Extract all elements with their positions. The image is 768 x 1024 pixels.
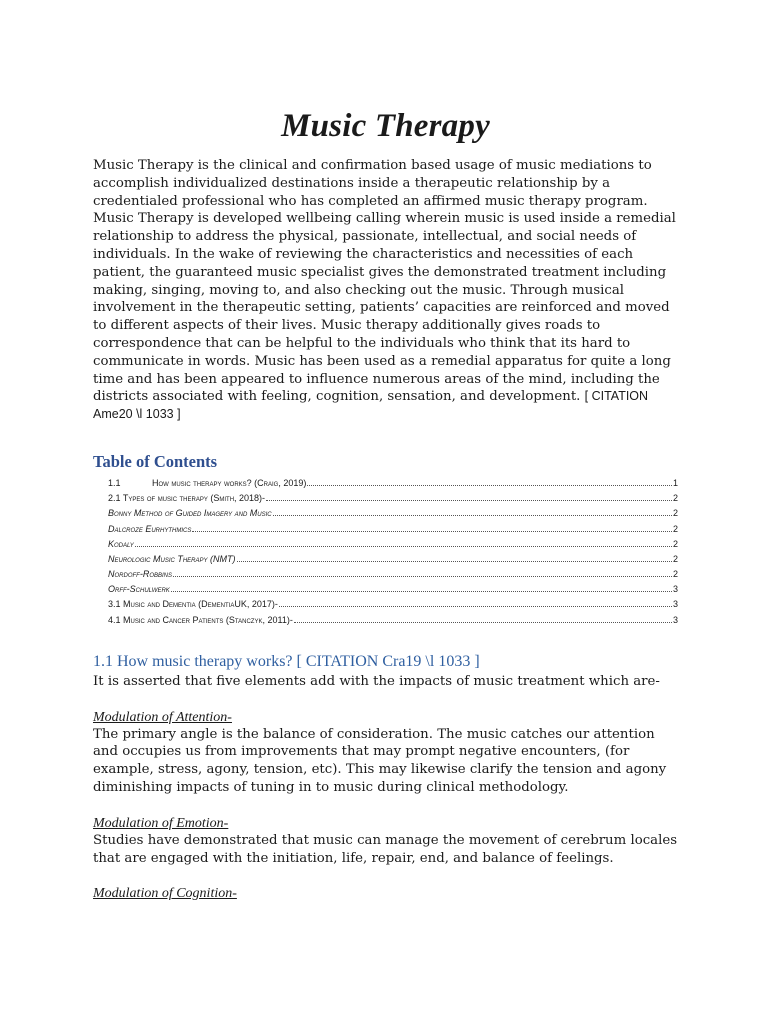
intro-text: Music Therapy is the clinical and confirmation based usage of music mediations to accomplish individualized destinations inside a therapeutic relationship by a credentialed professional who has completed an affirmed music therapy program. Music Therapy is developed wellbeing calling wherein music is used inside a remedial relationship to address the physical, passionate, intellectual, and social needs of individuals. In the wake of reviewing the characteristics and necessities of each patient, the guaranteed music specialist gives the demonstrated treatment including making, singing, moving to, and also checking out the music. Through musical involvement in the therapeutic setting, patients’ capacities are reinforced and moved to different aspects of their lives. Music therapy additionally gives roads to correspondence that can be helpful to the individuals who think that its hard to communicate in words. Music has been used as a remedial apparatus for quite a long time and has been appeared to influence numerous areas of the mind, including the districts associated with feeling, cognition, sensation, and development.	[93, 158, 676, 405]
paragraph-modulation-of-emotion: Studies have demonstrated that music can manage the movement of cerebrum locales that are engaged with the initiation, life, repair, end, and balance of feelings.	[93, 832, 678, 866]
toc-entry-page: 2	[672, 553, 678, 564]
toc-leader-dots	[294, 621, 672, 623]
toc-leader-dots	[237, 560, 672, 562]
toc-entry[interactable]	[93, 491, 678, 506]
toc-entry-label: 3.1 Music and Dementia (DementiaUK, 2017)-	[108, 599, 278, 610]
subheading-modulation-of-attention: Modulation of Attention-	[93, 709, 232, 725]
toc-entry[interactable]	[93, 476, 678, 491]
paragraph-modulation-of-attention: The primary angle is the balance of consideration. The music catches our attention and occupies us from improvements that may prompt negative encounters, (for example, stress, agony, tension, etc). This may likewise clarify the tension and agony diminishing impacts of tuning in to music during clinical methodology.	[93, 726, 667, 796]
table-of-contents	[93, 476, 678, 628]
toc-entry[interactable]	[93, 613, 678, 628]
toc-entry[interactable]	[93, 522, 678, 537]
toc-entry-page: 2	[672, 538, 678, 549]
toc-entry-page: 2	[672, 493, 678, 504]
toc-entry[interactable]	[93, 537, 678, 552]
toc-entry[interactable]	[93, 506, 678, 521]
toc-entry-page: 3	[672, 599, 678, 610]
toc-entry[interactable]	[93, 582, 678, 597]
toc-entry-page: 3	[672, 584, 678, 595]
toc-entry[interactable]	[93, 552, 678, 567]
toc-entry-label: 4.1 Music and Cancer Patients (Stanczyk, 2011)-	[108, 614, 293, 625]
toc-entry[interactable]	[93, 567, 678, 582]
toc-entry-page: 1	[672, 477, 678, 488]
toc-entry-label: Dalcroze Eurhythmics	[108, 523, 192, 534]
subheading-modulation-of-emotion: Modulation of Emotion-	[93, 815, 229, 831]
toc-entry[interactable]	[93, 597, 678, 612]
subheading-modulation-of-cognition: Modulation of Cognition-	[93, 886, 237, 902]
toc-entry-page: 2	[672, 508, 678, 519]
toc-entry-label: Bonny Method of Guided Imagery and Music	[108, 508, 272, 519]
toc-entry-label: Orff-Schulwerk	[108, 584, 170, 595]
toc-entry-label: How music therapy works? (Craig, 2019)	[152, 477, 307, 488]
toc-leader-dots	[135, 545, 672, 547]
toc-entry-label: Kodaly	[108, 538, 134, 549]
toc-leader-dots	[192, 530, 672, 532]
document-title: Music Therapy	[281, 108, 490, 144]
toc-entry-page: 2	[672, 523, 678, 534]
toc-leader-dots	[173, 575, 672, 577]
toc-leader-dots	[171, 590, 672, 592]
intro-citation: [ CITATION Ame20 \l 1033 ]	[93, 389, 649, 422]
section-lead-paragraph: It is asserted that five elements add with the impacts of music treatment which are-	[93, 673, 660, 689]
section-heading-how-music-therapy-works: 1.1 How music therapy works? [ CITATION Cra19 \l 1033 ]	[93, 652, 480, 670]
toc-entry-label: Nordoff-Robbins	[108, 569, 172, 580]
intro-paragraph	[93, 157, 678, 424]
toc-entry-label: Neurologic Music Therapy (NMT)	[108, 553, 236, 564]
toc-leader-dots	[279, 605, 672, 607]
toc-heading: Table of Contents	[93, 451, 218, 471]
toc-entry-label: 2.1 Types of music therapy (Smith, 2018)-	[108, 493, 266, 504]
toc-entry-page: 3	[672, 614, 678, 625]
toc-leader-dots	[266, 499, 672, 501]
toc-leader-dots	[307, 484, 672, 486]
toc-leader-dots	[273, 514, 672, 516]
toc-entry-number: 1.1	[108, 477, 121, 488]
toc-entry-page: 2	[672, 569, 678, 580]
